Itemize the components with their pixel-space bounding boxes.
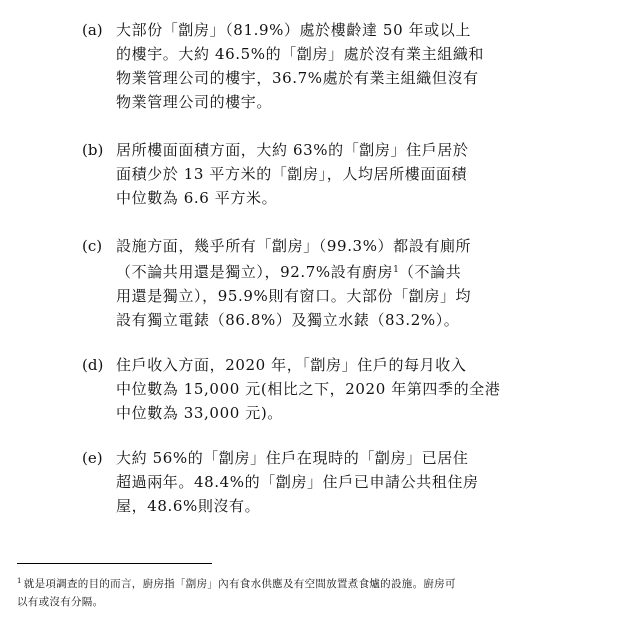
item-label: (d) bbox=[82, 356, 104, 374]
text-line: 居所樓面面積方面，大約 63%的「劏房」住戶居於 bbox=[116, 141, 469, 159]
text-line: 設施方面，幾乎所有「劏房」（99.3%）都設有廁所 bbox=[116, 237, 472, 255]
text-line: 物業管理公司的樓宇，36.7%處於有業主組織但沒有 bbox=[116, 69, 479, 87]
text-line: 屋，48.6%則沒有。 bbox=[116, 497, 261, 515]
text-line: 大約 56%的「劏房」住戶在現時的「劏房」已居住 bbox=[116, 449, 469, 467]
item-body bbox=[116, 353, 582, 425]
text-line: 住戶收入方面，2020 年，「劏房」住戶的每月收入 bbox=[116, 356, 467, 374]
footnote-text: 就是項調查的目的而言，廚房指「劏房」內有食水供應及有空間放置煮食爐的設施。廚房可 bbox=[23, 578, 456, 590]
text-line bbox=[116, 258, 582, 284]
item-label: (a) bbox=[82, 21, 103, 39]
list-item-a bbox=[82, 18, 582, 114]
footnote-divider bbox=[17, 563, 212, 564]
item-body bbox=[116, 18, 582, 114]
text-segment: （不論共 bbox=[398, 263, 462, 281]
item-body bbox=[116, 234, 582, 332]
text-line: 的樓宇。大約 46.5%的「劏房」處於沒有業主組織和 bbox=[116, 45, 485, 63]
list-item-d bbox=[82, 353, 582, 425]
text-line: 超過兩年。48.4%的「劏房」住戶已申請公共租住房 bbox=[116, 473, 479, 491]
text-line: 設有獨立電錶（86.8%）及獨立水錶（83.2%）。 bbox=[116, 311, 460, 329]
text-line: 大部份「劏房」（81.9%）處於樓齡達 50 年或以上 bbox=[116, 21, 471, 39]
text-line: 物業管理公司的樓宇。 bbox=[116, 93, 273, 111]
footnote bbox=[17, 572, 607, 611]
footnote-line: 以有或沒有分隔。 bbox=[17, 596, 104, 608]
item-body bbox=[116, 446, 582, 518]
text-line: 中位數為 6.6 平方米。 bbox=[116, 189, 278, 207]
text-segment: （不論共用還是獨立），92.7%設有廚房 bbox=[116, 263, 394, 281]
list-item-c bbox=[82, 234, 582, 332]
list-item-b bbox=[82, 138, 582, 210]
footnote-line bbox=[17, 572, 607, 593]
item-label: (e) bbox=[82, 449, 103, 467]
list-item-e bbox=[82, 446, 582, 518]
item-label: (c) bbox=[82, 237, 103, 255]
text-line: 中位數為 15,000 元(相比之下，2020 年第四季的全港 bbox=[116, 380, 501, 398]
text-line: 中位數為 33,000 元)。 bbox=[116, 404, 283, 422]
footnote-ref[interactable]: 1 bbox=[393, 265, 399, 275]
footnote-number: 1 bbox=[17, 577, 22, 585]
item-label: (b) bbox=[82, 141, 104, 159]
item-body bbox=[116, 138, 582, 210]
text-line: 用還是獨立），95.9%則有窗口。大部份「劏房」均 bbox=[116, 287, 472, 305]
text-line: 面積少於 13 平方米的「劏房」，人均居所樓面面積 bbox=[116, 165, 468, 183]
